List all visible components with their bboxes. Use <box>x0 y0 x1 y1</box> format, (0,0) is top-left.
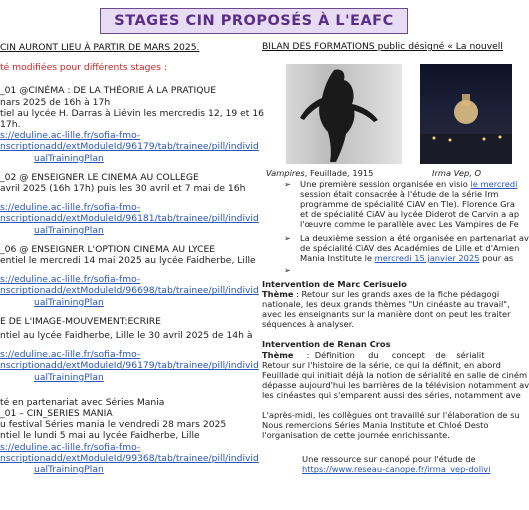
caption-title: Vampires <box>266 168 305 179</box>
course-detail: nars 2025 de 16h à 17h <box>0 96 111 108</box>
page-header <box>100 8 408 34</box>
photo-strip <box>262 64 510 179</box>
bullet-date-link: le mercredi <box>470 179 518 190</box>
course-link-line[interactable]: ualTrainingPlan <box>34 152 104 164</box>
closing-text: L'après-midi, les collègues ont travaillé sur l'élaboration de su <box>262 409 520 420</box>
course-link[interactable] <box>0 130 259 164</box>
vampires-photo <box>286 64 402 164</box>
bullet-text: La deuxième session a été organisée en partenariat av <box>300 232 529 243</box>
bullet-text: pour as <box>479 252 514 263</box>
intervention-text: Retour sur l'histoire de la série, ce qui la définit, en abord <box>262 359 501 370</box>
course-title: E DE L'IMAGE-MOUVEMENT:ECRIRE <box>0 315 161 327</box>
course-link-line[interactable]: nscriptionadd/extModuleId/96181/tab/trainee/pill/individ <box>0 213 259 225</box>
irma-vep-caption: Irma Vep, O <box>432 168 482 179</box>
course-link-line[interactable]: nscriptionadd/extModuleId/99368/tab/trainee/pill/individ <box>0 452 259 464</box>
course-link[interactable] <box>0 274 259 308</box>
session-bullet <box>262 179 520 230</box>
course-link-line[interactable]: nscriptionadd/extModuleId/96698/tab/trainee/pill/individ <box>0 285 259 297</box>
intervention-text: Feuillade qui initiait déjà la notion de sérialité en salle de ciném <box>262 369 528 380</box>
theme-label: Thème <box>262 349 294 360</box>
intervention-text: : Définition du concept de sérialit <box>293 349 485 360</box>
intervention-text: les cinéastes qui s'emparent aussi des séries, notamment ave <box>262 389 521 400</box>
intervention-text: avec les enseignants sur la manière dont on peut les traiter <box>262 309 511 320</box>
page-title: STAGES CIN PROPOSÉS À L'EAFC <box>114 13 394 29</box>
closing-paragraph <box>262 409 520 441</box>
right-column <box>262 41 529 510</box>
course-block <box>0 243 259 308</box>
intro-text: CIN AURONT LIEU À PARTIR DE MARS 2025. <box>0 42 200 53</box>
closing-text: l'organisation de cette journée enrichissante. <box>262 430 450 441</box>
empty-bullet <box>262 265 510 275</box>
bullet-text: de spécialité CiAV des Académies de Lille et d'Amien <box>300 242 520 253</box>
partner-heading: té en partenariat avec Séries Mania <box>0 396 165 408</box>
course-link[interactable] <box>0 441 259 476</box>
course-link[interactable] <box>0 349 259 383</box>
course-link-line[interactable]: ualTrainingPlan <box>34 296 104 308</box>
bullet-text: programme de spécialité CiAV en Tle). Florence Gra <box>300 199 516 210</box>
intervention-text: séquences à analyser. <box>262 319 355 330</box>
course-detail: avril 2025 (16h 17h) puis les 30 avril et 7 mai de 16h <box>0 183 246 195</box>
session-bullet <box>262 232 529 263</box>
bullet-text: l'œuvre comme le parallèle avec Les Vampires de Fe <box>300 219 519 230</box>
bullet-arrow-icon: ➢ <box>284 232 291 243</box>
bullet-text: Une première session organisée en visio <box>300 179 471 190</box>
bilan-heading: BILAN DES FORMATIONS public désigné « La nouvell <box>262 41 503 52</box>
intervention-text: : Retour sur les grands axes de la fiche pédagogi <box>293 289 500 300</box>
vampires-caption <box>266 168 373 178</box>
partner-block <box>0 396 259 476</box>
irma-vep-photo <box>420 64 512 164</box>
course-title: _02 @ ENSEIGNER LE CINEMA AU COLLEGE <box>0 171 199 183</box>
intervention-text: nationale, les deux grands thèmes "Un cinéaste au travail", <box>262 299 510 310</box>
course-block <box>0 85 265 164</box>
course-title: _06 @ ENSEIGNER L'OPTION CINEMA AU LYCEE <box>0 243 216 255</box>
bullet-text: session était consacrée à l'étude de la série Irm <box>300 189 499 200</box>
course-link-line[interactable]: s://eduline.ac-lille.fr/sofia-fmo- <box>0 441 141 453</box>
closing-text: Nous remercions Séries Mania Institute et Chloé Desto <box>262 420 489 431</box>
course-link-line[interactable]: s://eduline.ac-lille.fr/sofia-fmo- <box>0 130 141 142</box>
course-detail: entiel le mercredi 14 mai 2025 au lycée Faidherbe, Lille <box>0 255 256 267</box>
course-link-line[interactable]: ualTrainingPlan <box>34 371 104 383</box>
left-column <box>0 42 265 510</box>
intervention-heading: Intervention de Renan Cros <box>262 339 391 350</box>
course-detail: 17h. <box>0 119 21 131</box>
course-detail: ntiel au lycée Faidherbe, Lille le 30 avril 2025 de 14h à <box>0 330 253 342</box>
bullet-date-link: mercredi 15 janvier 2025 <box>374 252 480 263</box>
resource-link[interactable]: https://www.reseau-canope.fr/irma_vep-dolivi <box>302 464 491 475</box>
intervention-text: dépasse aujourd'hui les barrières de la télévision notamment av <box>262 379 529 390</box>
course-link-line[interactable]: ualTrainingPlan <box>34 464 104 476</box>
course-detail: ntiel le lundi 5 mai au lycée Faidherbe, Lille <box>0 430 200 442</box>
course-link-line[interactable]: nscriptionadd/extModuleId/96179/tab/trainee/pill/individ <box>0 360 259 372</box>
intervention-block <box>262 339 529 400</box>
course-link-line[interactable]: s://eduline.ac-lille.fr/sofia-fmo- <box>0 349 141 361</box>
bullet-arrow-icon: ➢ <box>284 264 291 275</box>
course-block <box>0 315 259 383</box>
intervention-block <box>262 279 510 329</box>
bullet-arrow-icon: ➢ <box>284 179 291 190</box>
modification-notice: té modifiées pour différents stages : <box>0 62 167 74</box>
resource-block <box>262 454 510 474</box>
resource-text: Une ressource sur canopé pour l'étude de <box>302 454 476 465</box>
caption-rest: , Feuillade, 1915 <box>304 168 374 179</box>
theme-label: Thème <box>262 289 294 300</box>
bullet-text: Mania Institute le <box>300 252 375 263</box>
course-block <box>0 171 259 236</box>
intervention-heading: Intervention de Marc Cerisuelo <box>262 278 407 289</box>
bullet-text: et de spécialité CiAV au lycée Diderot de Carvin a ap <box>300 209 520 220</box>
course-link[interactable] <box>0 202 259 236</box>
course-link-line[interactable]: s://eduline.ac-lille.fr/sofia-fmo- <box>0 202 141 214</box>
course-link-line[interactable]: ualTrainingPlan <box>34 224 104 236</box>
course-link-line[interactable]: nscriptionadd/extModuleId/96179/tab/trainee/pill/individ <box>0 141 259 153</box>
course-title: _01 @CINÉMA : DE LA THÉORIE À LA PRATIQUE <box>0 85 216 97</box>
course-detail: tiel au lycée H. Darras à Liévin les mercredis 12, 19 et 16 <box>0 107 265 119</box>
course-detail: u festival Séries mania le vendredi 28 mars 2025 <box>0 419 227 431</box>
course-title: _01 – CIN_SERIES MANIA <box>0 408 113 420</box>
course-link-line[interactable]: s://eduline.ac-lille.fr/sofia-fmo- <box>0 274 141 286</box>
